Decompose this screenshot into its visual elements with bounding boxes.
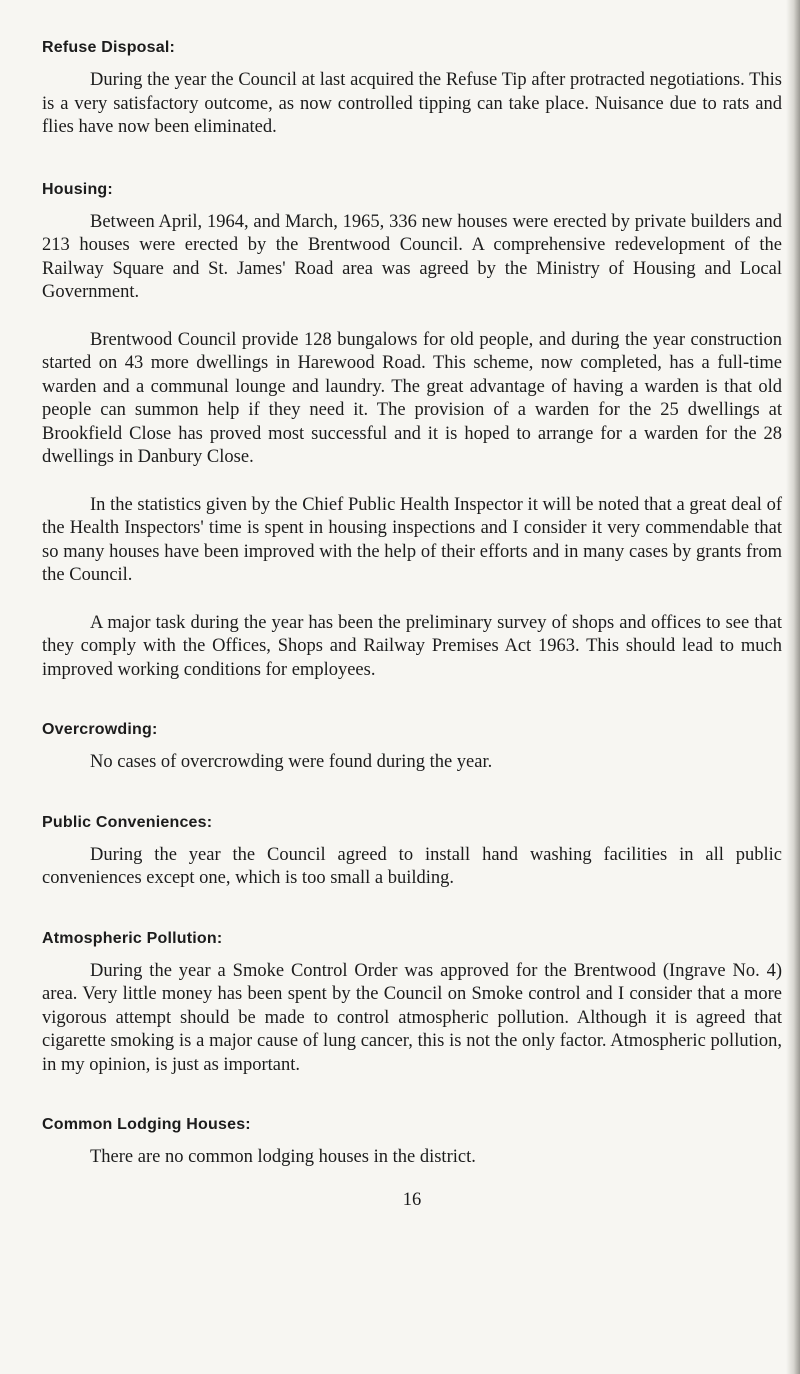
page-number: 16 xyxy=(402,1189,422,1210)
page-edge-shadow xyxy=(786,0,800,1374)
heading-public-conveniences: Public Conveniences: xyxy=(42,813,213,831)
paragraph-housing-2: Brentwood Council provide 128 bungalows for old people, and during the year construction started on 43 more dwellings in Harewood Road. This scheme, now completed, has a full-time warden and a communal lounge and laundry. The great advantage of having a warden is that old people can summon help if they need it. The provision of a warden for the 25 dwellings at Brookfield Close has proved most successful and it is hoped to arrange for a warden for the 28 dwellings in Danbury Close. xyxy=(42,329,782,467)
paragraph-housing-3: In the statistics given by the Chief Public Health Inspector it will be noted that a great deal of the Health Inspectors' time is spent in housing inspections and I consider it very commendable that so many houses have been improved with the help of their efforts and in many cases by grants from the Council. xyxy=(42,494,782,585)
paragraph-refuse-disposal: During the year the Council at last acquired the Refuse Tip after protracted negotiations. This is a very satisfactory outcome, as now controlled tipping can take place. Nuisance due to rats and flies have now been eliminated. xyxy=(42,70,782,137)
document-page xyxy=(42,30,782,1211)
paragraph-public-conveniences: During the year the Council agreed to install hand washing facilities in all public conveniences except one, which is too small a building. xyxy=(42,844,782,888)
heading-housing: Housing: xyxy=(42,180,113,198)
paragraph-overcrowding: No cases of overcrowding were found during the year. xyxy=(90,752,493,772)
paragraph-housing-4: A major task during the year has been the preliminary survey of shops and offices to see that they comply with the Offices, Shops and Railway Premises Act 1963. This should lead to much improved working conditions for employees. xyxy=(42,612,782,680)
heading-refuse-disposal: Refuse Disposal: xyxy=(42,39,176,56)
heading-overcrowding: Overcrowding: xyxy=(42,721,158,738)
heading-atmospheric-pollution: Atmospheric Pollution: xyxy=(42,929,223,947)
paragraph-common-lodging-houses: There are no common lodging houses in the district. xyxy=(90,1147,476,1167)
paragraph-atmospheric-pollution: During the year a Smoke Control Order was approved for the Brentwood (Ingrave No. 4) area. Very little money has been spent by the Council on Smoke control and I consider that a more vigorous attempt should be made to control atmospheric pollution. Although it is agreed that cigarette smoking is a major cause of lung cancer, this is not the only factor. Atmospheric pollution, in my opinion, is just as important. xyxy=(42,960,782,1075)
heading-common-lodging-houses: Common Lodging Houses: xyxy=(42,1116,251,1133)
paragraph-housing-1: Between April, 1964, and March, 1965, 336 new houses were erected by private builders and 213 houses were erected by the Brentwood Council. A comprehensive redevelopment of the Railway Square and St. James' Road area was agreed by the Ministry of Housing and Local Government. xyxy=(42,211,782,302)
